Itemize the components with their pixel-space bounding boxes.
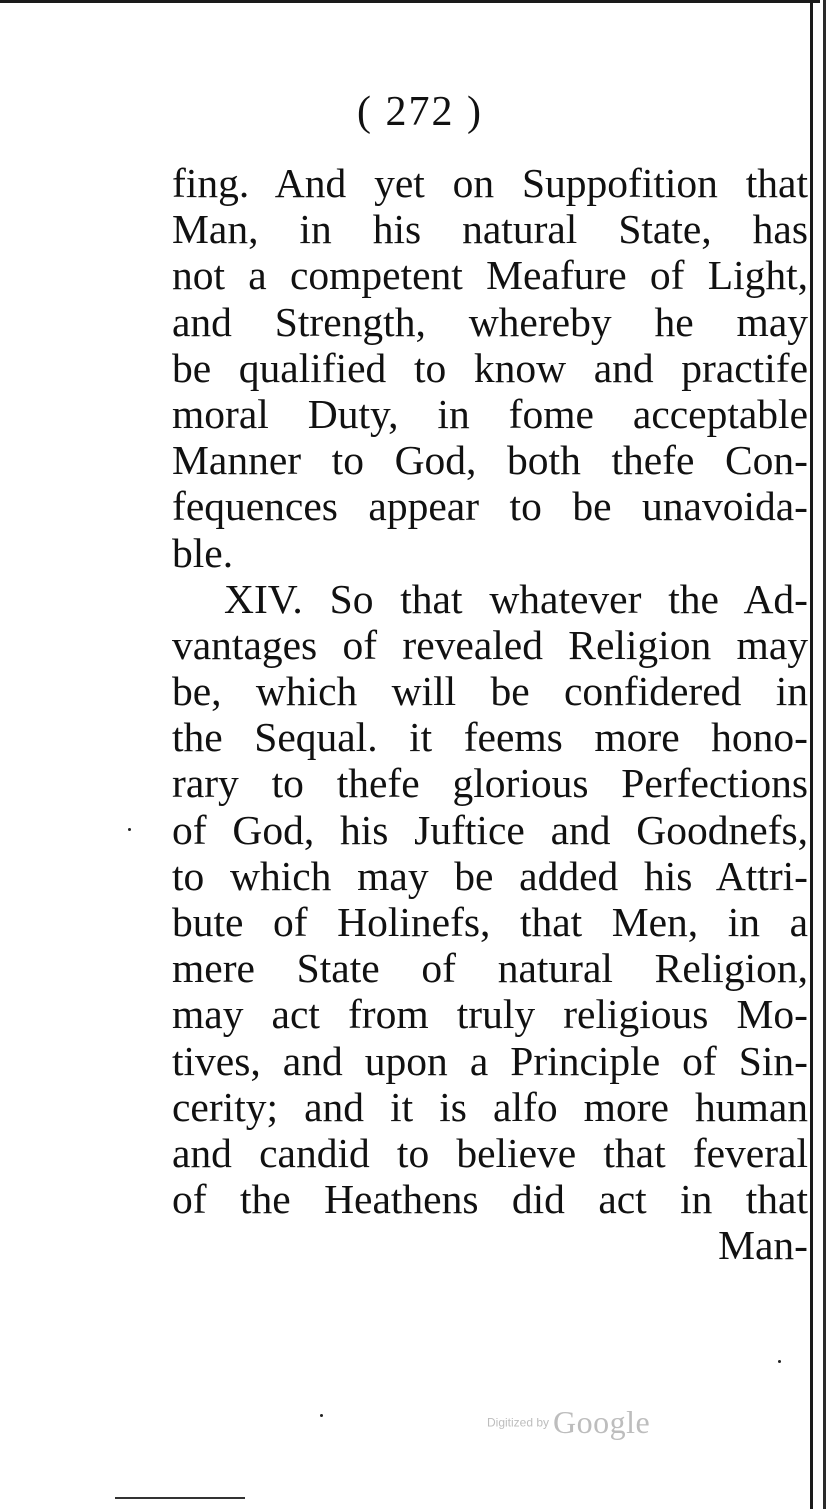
scan-speck <box>128 828 131 831</box>
text-line: XIV. So that whatever the Ad- <box>224 575 808 622</box>
text-line: fing. And yet on Suppofition that <box>172 160 808 206</box>
text-line: tives, and upon a Principle of Sin- <box>172 1037 808 1084</box>
page-number: ( 272 ) <box>357 89 483 135</box>
text-line: bute of Holinefs, that Men, in a <box>172 899 808 945</box>
text-line: ble. <box>172 529 234 576</box>
text-line: to which may be added his Attri- <box>172 852 808 899</box>
text-line: and candid to believe that feveral <box>172 1129 808 1176</box>
text-line: mere State of natural Religion, <box>172 945 808 992</box>
scan-right-edge-outer <box>823 0 826 1509</box>
text-line: Manner to God, both thefe Con- <box>172 437 808 484</box>
text-line: of God, his Juftice and Goodnefs, <box>172 806 808 853</box>
text-line: be, which will be confidered in <box>172 668 808 715</box>
text-line: Man, in his natural State, has <box>172 206 808 253</box>
text-line: not a competent Meafure of Light, <box>172 252 808 299</box>
text-line: vantages of revealed Religion may <box>172 621 808 668</box>
text-line: rary to thefe glorious Perfections <box>172 760 808 807</box>
scan-top-edge <box>0 0 820 3</box>
catchword: Man- <box>718 1222 808 1269</box>
scan-bottom-mark <box>115 1497 245 1499</box>
text-line: may act from truly religious Mo- <box>172 991 808 1038</box>
text-line: be qualified to know and practife <box>172 344 808 391</box>
scan-speck <box>320 1414 323 1417</box>
google-watermark <box>487 1404 650 1441</box>
text-line: and Strength, whereby he may <box>172 298 808 345</box>
google-logo: Google <box>553 1404 651 1440</box>
text-line: of the Heathens did act in that <box>172 1176 808 1223</box>
body-text <box>172 160 808 1269</box>
watermark-prefix: Digitized by <box>487 1415 550 1430</box>
scan-right-edge <box>810 0 813 1509</box>
text-line: cerity; and it is alfo more human <box>172 1083 808 1130</box>
text-line: moral Duty, in fome acceptable <box>172 390 808 437</box>
scan-speck <box>778 1360 781 1363</box>
text-line: fequences appear to be unavoida- <box>172 483 808 530</box>
text-line: the Sequal. it feems more hono- <box>172 714 808 761</box>
